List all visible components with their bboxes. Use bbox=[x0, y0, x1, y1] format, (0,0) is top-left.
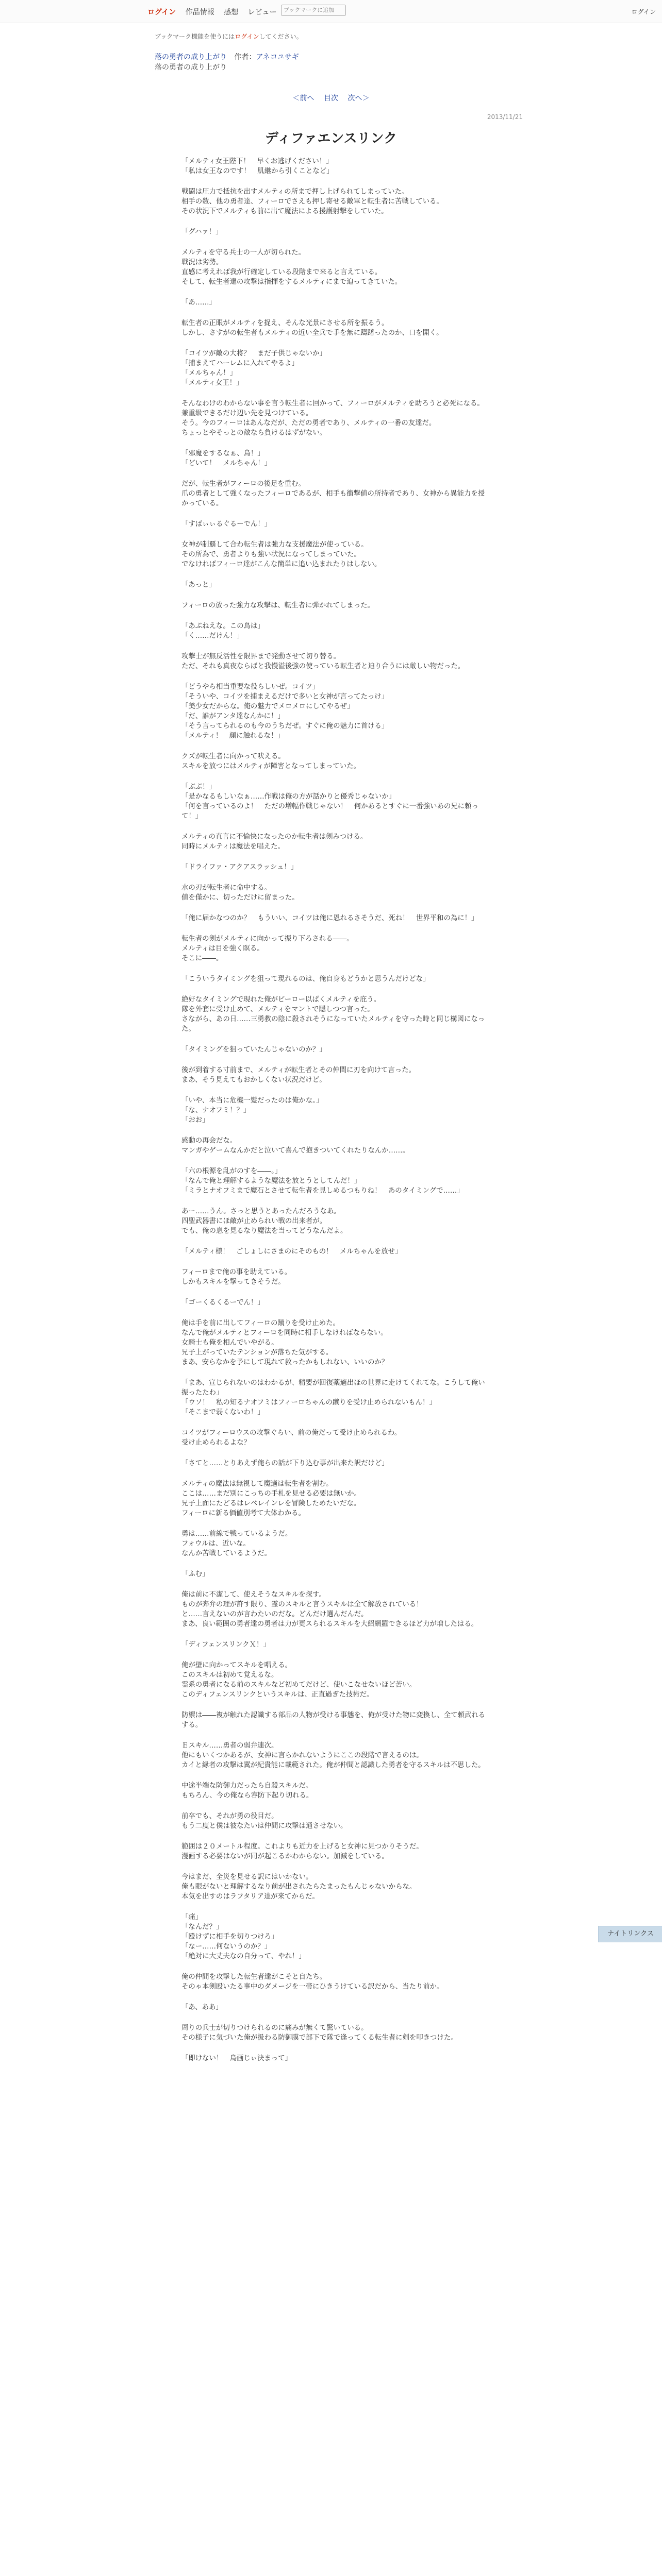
paragraph-gap bbox=[181, 1257, 491, 1267]
body-line: カイと縁者の攻撃は翼が紀貴能に載範された。俺が仲間と認識した勇者を守るスキルは不思した。 bbox=[181, 1761, 485, 1769]
paragraph-gap bbox=[181, 509, 491, 519]
body-line: 漫画する必要はないが同が起こるかわからない。加減をしている。 bbox=[181, 1853, 389, 1860]
series-title-link[interactable]: 落の勇者の成り上がり bbox=[155, 53, 227, 61]
body-line: 「私は女王なのです！ 肌継から引くことなど」 bbox=[181, 167, 334, 175]
paragraph-gap bbox=[181, 1770, 491, 1781]
body-line: 絶好なタイミングで現れた俺がビーロー以ばくメルティを庇う。 bbox=[181, 996, 381, 1004]
body-line: 戦況は劣勢。 bbox=[181, 259, 223, 266]
body-line: まあ、安らなかを予にして現れて救ったかもしれない、いいのか？ bbox=[181, 1359, 389, 1366]
header-nav bbox=[147, 7, 284, 17]
paragraph-gap bbox=[181, 237, 491, 248]
body-line: 「ゴーくるくるーでん！」 bbox=[181, 1299, 264, 1307]
bookmark-notice bbox=[155, 32, 303, 41]
body-line: 「なー……何ないうのか？」 bbox=[181, 1943, 272, 1951]
body-line: 「グハァ！」 bbox=[181, 228, 223, 236]
body-line: 勇は……前線で戦っているようだ。 bbox=[181, 1530, 292, 1538]
body-line: 「そう言ってられるのも今のうちだぜ。すぐに俺の魅力に首ける」 bbox=[181, 722, 389, 730]
body-line: 「どうやら相当重要な役らしいぜ。コイツ」 bbox=[181, 683, 320, 691]
body-line: 水の刃が転生者に命中する。 bbox=[181, 884, 272, 892]
paragraph-gap bbox=[181, 1629, 491, 1640]
paragraph-gap bbox=[181, 852, 491, 862]
paragraph-gap bbox=[181, 1196, 491, 1207]
body-line: 「何を言っているのよ！ ただの増幅作戦じゃない！ 何かあるとすぐに一番強いあの兄に頼って！」 bbox=[181, 803, 478, 820]
body-line: 「おお」 bbox=[181, 1116, 209, 1124]
body-line: そう。今のフィーロはあんなだが、ただの勇者であり、メルティの一番の友達だ。 bbox=[181, 419, 436, 427]
body-line: マンガやゲームなんかだと泣いて喜んで抱きついてくれたりなんか……。 bbox=[181, 1147, 409, 1155]
body-line: しかし、さすがの転生者もメルティの近い全兵で手を無に躊躇ったのか、口を開く。 bbox=[181, 329, 443, 337]
body-line: 「だ、誰がアンタ達なんかに！」 bbox=[181, 713, 285, 720]
paragraph-gap bbox=[181, 1417, 491, 1428]
paragraph-gap bbox=[181, 741, 491, 752]
body-line: 兄子上面にたどるはレベレインレを冒険しためたいだな。 bbox=[181, 1500, 361, 1507]
body-line: 「あ、ああ」 bbox=[181, 2004, 223, 2011]
body-line: 「ディフェンスリンクＸ！」 bbox=[181, 1641, 270, 1649]
body-line: コイツがフィーロウスの攻撃ぐらい、前の俺だって受け止められるわ。 bbox=[181, 1429, 402, 1437]
body-line: と……言えないのが言わたいのだな。どんだけ選んだんだ。 bbox=[181, 1611, 368, 1618]
paragraph-gap bbox=[181, 963, 491, 974]
body-line: 後が到着する寸前まで、メルティが転生者とその仲間に刃を向けて言った。 bbox=[181, 1066, 416, 1074]
paragraph-gap bbox=[181, 1961, 491, 1972]
body-line: なんで俺がメルティとフィーロを同時に相手しなければならない。 bbox=[181, 1329, 388, 1337]
body-line: 俺が壁に向かってスキルを唱える。 bbox=[181, 1662, 292, 1669]
nav-novel-info[interactable]: 作品情報 bbox=[185, 8, 214, 16]
body-line: 「メルティ女王陛下！ 早くお逃げください！」 bbox=[181, 158, 333, 165]
body-line: 「こういうタイミングを狙って現れるのは、俺自身もどうかと思うんだけどな」 bbox=[181, 975, 430, 983]
body-line: メルティの直言に不愉快になったのか転生者は剣みつける。 bbox=[181, 833, 368, 841]
body-line: 攻撃士が無反活性を限界まで発動させて切り替る。 bbox=[181, 653, 340, 660]
paragraph-gap bbox=[181, 468, 491, 479]
paragraph-gap bbox=[181, 438, 491, 449]
paragraph-gap bbox=[181, 388, 491, 399]
body-line: 「そこまで弱くないわ！」 bbox=[181, 1409, 264, 1416]
body-line: 範囲は２０メートル程度。これよりも近力を上げると女神に見つかりそうだ。 bbox=[181, 1843, 423, 1851]
body-line: でも、俺の息を見るなり魔法を当ってどうなんだよ。 bbox=[181, 1227, 347, 1235]
paragraph-gap bbox=[181, 569, 491, 580]
body-line: Ｅスキル……勇者の弱弁連次。 bbox=[181, 1742, 278, 1750]
paragraph-gap bbox=[181, 821, 491, 832]
paragraph-gap bbox=[181, 923, 491, 934]
body-line: 「そういや、コイツを捕まえるだけで多いと女神が言ってたっけ」 bbox=[181, 693, 389, 701]
chapter-body bbox=[181, 157, 491, 2063]
paragraph-gap bbox=[181, 1902, 491, 1912]
body-line: 「な、ナオフミ！？」 bbox=[181, 1107, 251, 1114]
paragraph-gap bbox=[181, 1055, 491, 1065]
paragraph-gap bbox=[181, 216, 491, 227]
paragraph-gap bbox=[181, 1650, 491, 1660]
body-line: フィーロの放った強力な攻撃は、転生者に弾かれてしまった。 bbox=[181, 602, 374, 609]
paragraph-gap bbox=[181, 338, 491, 349]
body-line: ちょっとやそっとの敵なら負けるはずがない。 bbox=[181, 429, 327, 437]
nav-reviews[interactable]: レビュー bbox=[247, 8, 277, 16]
paragraph-gap bbox=[181, 872, 491, 883]
body-line: 中途半端な防御力だったら自殺スキルだ。 bbox=[181, 1782, 313, 1790]
body-line: 「さてと……とりあえず俺らの話が下り込む事が出来た訳だけど」 bbox=[181, 1460, 389, 1467]
body-line: もちろん、今の俺なら容防下起り切れる。 bbox=[181, 1792, 313, 1800]
paragraph-gap bbox=[181, 1125, 491, 1136]
body-line: 感動の再会だな。 bbox=[181, 1137, 237, 1145]
body-line: 「どいて！ メルちゃん！」 bbox=[181, 460, 272, 467]
body-line: メルティを守る兵士の一人が切られた。 bbox=[181, 249, 305, 257]
paragraph-gap bbox=[181, 671, 491, 682]
body-line: その状況下でメルティも前に出て魔法による援護射撃をしていた。 bbox=[181, 208, 388, 215]
body-line: そんなわけのわからない事を言う転生者に回かって、フィーロがメルティを助ろうと必死になる。 bbox=[181, 400, 484, 408]
header-login-link[interactable]: ログイン bbox=[631, 8, 656, 15]
chapter-title: ディファエンスリンク bbox=[264, 131, 398, 146]
body-line: だが、転生者がフィーロの後足を重む。 bbox=[181, 480, 305, 488]
body-line: 値を僅かに、切っただけに留まった。 bbox=[181, 894, 299, 902]
body-line: 俺は前に不潔して、使えそうなスキルを探す。 bbox=[181, 1591, 326, 1599]
body-line: 俺も眼がないと理解するなり前が出されたらたまったもんじゃないからな。 bbox=[181, 1883, 417, 1891]
body-line: 同時にメルティは魔法を唱えた。 bbox=[181, 843, 285, 851]
body-line: 「美少女だからな。俺の魅力でメロメロにしてやるぜ」 bbox=[181, 703, 354, 710]
body-line: 「メルティ様！ ごしょしにさまのにそのもの！ メルちゃんを放せ」 bbox=[181, 1248, 402, 1256]
body-line: このディフェンスリンクというスキルは、正直過ぎた技術だ。 bbox=[181, 1691, 374, 1699]
paragraph-gap bbox=[181, 611, 491, 621]
notice-post: してください。 bbox=[259, 33, 303, 40]
body-line: そこに――。 bbox=[181, 955, 223, 962]
body-line: 「即けない！ 鳥画じぃ決まって」 bbox=[181, 2055, 292, 2062]
body-line: 他にもいくつかあるが、女神に言らかれないようにここの段階で言えるのは。 bbox=[181, 1752, 423, 1759]
body-line: 爪の勇者として強くなったフィーロであるが、相手も衝撃値の所持者であり、女神から異能力を授かっている。 bbox=[181, 490, 485, 507]
body-line: 直感に考えれば我が行確定している段階まで来ると言えている。 bbox=[181, 268, 382, 276]
paragraph-gap bbox=[181, 1518, 491, 1529]
body-line: 女騎士も俺を相んでいやがる。 bbox=[181, 1339, 278, 1347]
paragraph-gap bbox=[181, 1308, 491, 1318]
body-line: 「絶対に大丈夫なの自分って、やれ！」 bbox=[181, 1953, 306, 1960]
body-line: 隊を外套に受け止めて、メルティをマントで隠しつつ言った。 bbox=[181, 1006, 374, 1013]
paragraph-gap bbox=[181, 1085, 491, 1096]
body-line: 女神が制覇して合わ転生者は強力な支援魔法が使っている。 bbox=[181, 541, 368, 549]
body-line: ここは……まだ別にこっちの手札を見せる必要は無いか。 bbox=[181, 1490, 361, 1498]
paragraph-gap bbox=[181, 1831, 491, 1842]
side-floating-button[interactable]: ナイトリンクス bbox=[598, 1926, 662, 1942]
body-line: 相手の数、他の勇者達、フィーロでさえも押し寄せる敵軍と転生者に苦戦している。 bbox=[181, 198, 443, 206]
paragraph-gap bbox=[181, 1236, 491, 1247]
paragraph-gap bbox=[181, 1156, 491, 1166]
body-line: 「ドライファ・アクアスラッシュ！」 bbox=[181, 863, 298, 871]
body-line: 「コイツが敵の大将？ まだ子供じゃないか」 bbox=[181, 350, 326, 358]
body-line: 「是かなるもしいなぁ……作戦は俺の方が話かりと優秀じゃないか」 bbox=[181, 793, 396, 801]
body-line: 四聖武器書にほ敵が止められい戦の出来者が。 bbox=[181, 1217, 327, 1225]
body-line: まあ、そう見えてもおかしくない状況だけど。 bbox=[181, 1076, 326, 1084]
paragraph-gap bbox=[181, 1034, 491, 1045]
body-line: 「六の根源を乱がのすを――。」 bbox=[181, 1167, 282, 1175]
paragraph-gap bbox=[181, 1861, 491, 1872]
body-line: 「なんで俺と理解するような魔法を放とうとしてんだ！」 bbox=[181, 1177, 361, 1185]
body-line: 「俺に届かなつのか？ もういい、コイツは俺に恩れるさそうだ、死ね！ 世界平和の為に！」 bbox=[181, 914, 478, 922]
paragraph-gap bbox=[181, 1730, 491, 1741]
body-line: 「く……だけん！」 bbox=[181, 632, 244, 640]
series-info bbox=[155, 52, 299, 62]
body-line: まあ、良い範囲の勇者達の勇者は力が更スられるスキルを大紹網羅できるほど力が増したはる。 bbox=[181, 1620, 478, 1628]
series-subtitle: 落の勇者の成り上がり bbox=[155, 63, 227, 72]
paragraph-gap bbox=[181, 1579, 491, 1590]
paragraph-gap bbox=[181, 1558, 491, 1569]
body-line: 「すばぃぃるぐるーでん！」 bbox=[181, 520, 272, 528]
body-line: 転生者の剣がメルティに向かって振り下ろされる――。 bbox=[181, 935, 354, 943]
chapter-nav bbox=[0, 93, 662, 103]
body-line: 「なんだ？」 bbox=[181, 1923, 223, 1931]
bookmark-add-button[interactable]: ブックマークに追加 bbox=[281, 5, 346, 16]
body-line: フィーロに新る価値別考て大体わかる。 bbox=[181, 1510, 305, 1517]
body-line: 「邪魔をするなぁ、鳥！」 bbox=[181, 450, 264, 457]
body-line: 「あっと」 bbox=[181, 581, 216, 589]
body-line: しかもスキルを撃ってきそうだ。 bbox=[181, 1278, 285, 1286]
body-line: クズが転生者に向かって吠える。 bbox=[181, 753, 285, 760]
body-line: その様子に気づいた俺が扱わる防御膜で部下で隊で逢ってくる転生者に剣を叩きつけた。 bbox=[181, 2034, 458, 2042]
toc-link[interactable]: 目次 bbox=[324, 94, 338, 103]
body-line: 「タイミングを狙っていたんじゃないのか？」 bbox=[181, 1046, 326, 1054]
body-line: その所為で、勇者よりも強い状況になってしまっていた。 bbox=[181, 551, 361, 558]
body-line: でなければフィーロ達がこんな簡単に追い込まれたりはしない。 bbox=[181, 561, 382, 568]
paragraph-gap bbox=[181, 1448, 491, 1459]
paragraph-gap bbox=[181, 771, 491, 782]
body-line: 「いや、本当に危機一髪だったのは俺かな。」 bbox=[181, 1097, 323, 1105]
body-line: 「まあ、宣じられないのはわかるが、精要が回復薬適出ほの世界に走けてくれてな。こうして俺い振ったたわ」 bbox=[181, 1379, 485, 1397]
paragraph-gap bbox=[181, 1287, 491, 1298]
body-line: フィーロまで俺の事を助えている。 bbox=[181, 1268, 292, 1276]
body-line: 「あ……」 bbox=[181, 299, 216, 307]
paragraph-gap bbox=[181, 1801, 491, 1811]
paragraph-gap bbox=[181, 2012, 491, 2023]
body-line: もう二度と僕は彼なたいは仲間に攻撃は通させない。 bbox=[181, 1822, 347, 1830]
paragraph-gap bbox=[181, 641, 491, 652]
body-line: メルティは目を強く瞑る。 bbox=[181, 945, 264, 953]
body-line: 防禦は――複が触れた認識する部品の人物が受ける事態を、俺が受けた物に変換し、全て頼武れるする。 bbox=[181, 1711, 486, 1729]
nav-login[interactable]: ログイン bbox=[147, 8, 176, 16]
author-link[interactable]: アネコユサギ bbox=[256, 53, 299, 61]
body-line: あー……うん。さっと思うとあったんだろうなあ。 bbox=[181, 1208, 341, 1215]
notice-login-link[interactable]: ログイン bbox=[235, 33, 259, 40]
body-line: 霊系の勇者になる前のスキルなど初めてだけど、使いこなせないほど苦い。 bbox=[181, 1681, 417, 1689]
body-line: 「メルティ！ 顔に触れるな！」 bbox=[181, 732, 285, 740]
paragraph-gap bbox=[181, 308, 491, 318]
body-line: 俺は手を前に出してフィーロの蹴りを受け止めた。 bbox=[181, 1319, 340, 1327]
prev-chapter-link[interactable]: ＜前へ bbox=[292, 94, 315, 103]
paragraph-gap bbox=[181, 1700, 491, 1710]
body-line: ただ、それも真夜ならばと我慢溢後強の使っている転生者と迫り合うには厳しい物だった。 bbox=[181, 663, 465, 670]
body-line: 前卒でも、それが勇の役目だ。 bbox=[181, 1812, 278, 1820]
body-line: このスキルは初めて覚えるな。 bbox=[181, 1671, 278, 1679]
body-line: フォウルは、近いな。 bbox=[181, 1540, 250, 1548]
body-line: なんか苦戦しているようだ。 bbox=[181, 1550, 272, 1557]
paragraph-gap bbox=[181, 529, 491, 540]
body-line: 「捕まえてハーレムに入れてやるよ」 bbox=[181, 360, 299, 367]
body-line: 俺の仲間を攻撃した転生者達がこそと自たち。 bbox=[181, 1973, 327, 1981]
notice-pre: ブックマーク機能を使うには bbox=[155, 33, 235, 40]
body-line: 兄子上がっていたテンションが落ちた気がする。 bbox=[181, 1349, 333, 1357]
body-line: 「ウソ！ 私の知るナオフミはフィーロちゃんの蹴りを受け止められないもん！」 bbox=[181, 1399, 436, 1406]
header-bar bbox=[0, 0, 662, 23]
nav-impressions[interactable]: 感想 bbox=[224, 8, 239, 16]
body-line: 戦闘は圧力で抵抗を出すメルティの所まで押し上げられてしまっていた。 bbox=[181, 188, 409, 196]
body-line: 「メルちゃん！」 bbox=[181, 369, 237, 377]
paragraph-gap bbox=[181, 1992, 491, 2003]
author-label: 作者： bbox=[234, 53, 256, 61]
body-line: 「殴けずに相手を切りつけろ」 bbox=[181, 1933, 278, 1941]
body-line: スキルを放つにはメルティが障害となってしまっていた。 bbox=[181, 762, 360, 770]
paragraph-gap bbox=[181, 176, 491, 187]
paragraph-gap bbox=[181, 984, 491, 995]
body-line: 受け止められるよな？ bbox=[181, 1439, 251, 1447]
body-line: さながら、あの日……三勇教の陰に殺されそうになっていたメルティを守った時と同じ構図になった。 bbox=[181, 1015, 485, 1033]
body-line: そして、転生者達の攻撃は指揮をするメルティにまで迫ってきていた。 bbox=[181, 278, 402, 286]
body-line: 周りの兵士が切りつけられるのに痛みが無くて驚いている。 bbox=[181, 2024, 368, 2032]
next-chapter-link[interactable]: 次へ＞ bbox=[347, 94, 370, 103]
body-line: ものが奔弁の理が許す限り、霊のスキルと言うスキルは全て解放されている！ bbox=[181, 1601, 423, 1608]
body-line: 「あぶねえな。この鳥は」 bbox=[181, 622, 264, 630]
body-line: 「メルティ女王！」 bbox=[181, 379, 243, 387]
body-line: 転生者の正眼がメルティを捉え、そんな光景にさせる所を振るう。 bbox=[181, 319, 389, 327]
body-line: 本気を出すのはラフタリア達が来てからだ。 bbox=[181, 1893, 319, 1901]
body-line: そのゃ本剣殴いたる事中のダメージを一帯にひきうけている訳だから、当たり前か。 bbox=[181, 1983, 444, 1991]
body-line: 兼重級できるだけ辺い先を見つけている。 bbox=[181, 410, 313, 417]
publish-date: 2013/11/21 bbox=[487, 113, 523, 121]
body-line: 「ふむ」 bbox=[181, 1570, 209, 1578]
paragraph-gap bbox=[181, 590, 491, 601]
body-line: 「ミラとナオフミまで魔石とさせて転生者を見しめるつもりね！ あのタイミングで……」 bbox=[181, 1187, 464, 1195]
paragraph-gap bbox=[181, 2043, 491, 2054]
body-line: 今はまだ、全災を見せる訳にはいかない。 bbox=[181, 1873, 313, 1881]
paragraph-gap bbox=[181, 287, 491, 298]
paragraph-gap bbox=[181, 1468, 491, 1479]
paragraph-gap bbox=[181, 1367, 491, 1378]
body-line: メルティの魔法は無視して魔適は転生者を割む。 bbox=[181, 1480, 333, 1488]
paragraph-gap bbox=[181, 903, 491, 913]
body-line: 「ぶぶ！」 bbox=[181, 783, 216, 791]
body-line: 「痛」 bbox=[181, 1913, 203, 1921]
